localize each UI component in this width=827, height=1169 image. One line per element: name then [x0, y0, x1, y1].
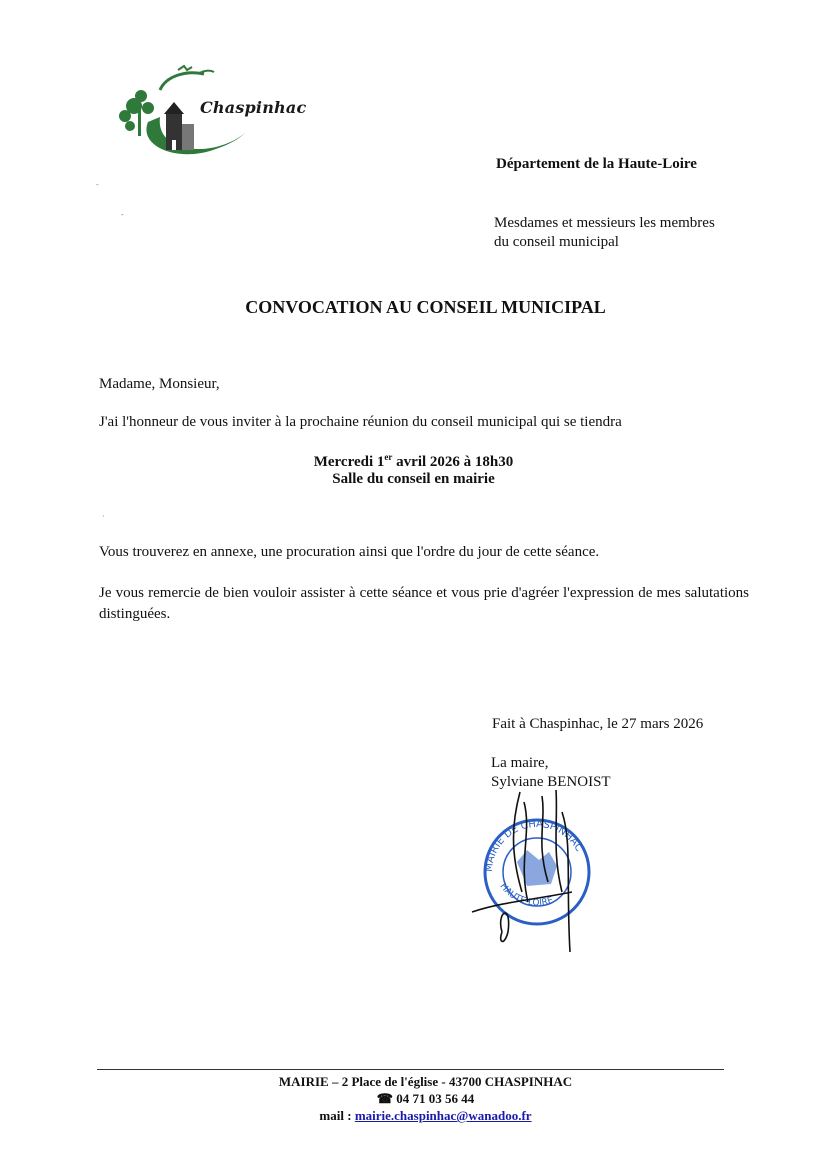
mairie-stamp-icon — [462, 782, 612, 952]
document-title: CONVOCATION AU CONSEIL MUNICIPAL — [245, 297, 606, 317]
telephone-icon: ☎ — [376, 1091, 393, 1106]
footer-mail — [0, 1107, 827, 1124]
commune-logo — [108, 62, 308, 162]
email-link[interactable]: mairie.chaspinhac@wanadoo.fr — [354, 1108, 532, 1123]
scan-mark: - — [121, 210, 124, 219]
meeting-place: Salle du conseil en mairie — [332, 471, 495, 487]
footer-address: MAIRIE – 2 Place de l'église - 43700 CHASPINHAC — [278, 1074, 573, 1089]
scan-mark: · — [102, 512, 105, 521]
mail-label: mail : — [319, 1108, 355, 1123]
official-stamp-and-signature — [462, 782, 612, 952]
meeting-date: Mercredi 1er avril 2026 à 18h30 — [313, 452, 514, 470]
intro-paragraph: J'ai l'honneur de vous inviter à la prochaine réunion du conseil municipal qui se tiendra — [99, 414, 622, 430]
signatory-role: La maire, — [491, 755, 549, 771]
scan-mark: - — [96, 180, 99, 189]
stamp-lower-text: HAUTE-LOIRE — [497, 881, 555, 909]
footer-divider — [97, 1069, 724, 1070]
footer-phone — [0, 1090, 827, 1107]
signatory-name: Sylviane BENOIST — [491, 774, 611, 790]
phone-number: 04 71 03 56 44 — [396, 1091, 475, 1106]
annex-paragraph: Vous trouverez en annexe, une procuration ainsi que l'ordre du jour de cette séance. — [99, 544, 600, 560]
recipients-block — [494, 214, 715, 252]
logo-text: Chaspinhac — [200, 98, 307, 117]
department-heading: Département de la Haute-Loire — [496, 156, 697, 172]
closing-paragraph: Je vous remercie de bien vouloir assister à cette séance et vous prie d'agréer l'expression de mes salutations distinguées. — [99, 585, 749, 622]
salutation: Madame, Monsieur, — [99, 376, 220, 392]
recipients-line-1: Mesdames et messieurs les membres — [494, 215, 715, 231]
place-and-date: Fait à Chaspinhac, le 27 mars 2026 — [492, 716, 704, 732]
stamp-text: MAIRIE DE CHASPINHAC — [483, 818, 585, 873]
recipients-line-2: du conseil municipal — [494, 234, 619, 250]
